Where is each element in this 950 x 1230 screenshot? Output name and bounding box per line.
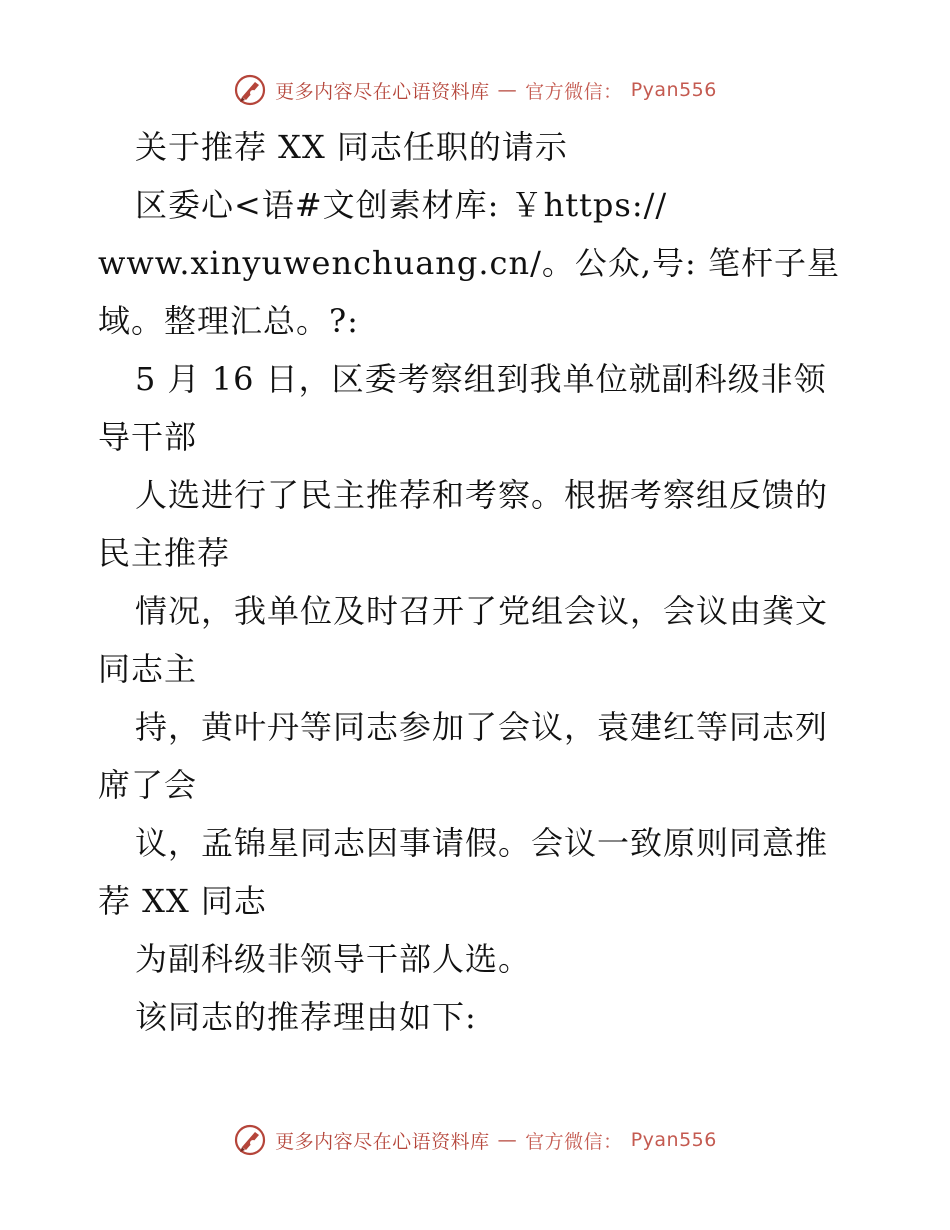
footer-watermark	[0, 1120, 950, 1160]
document-line: 区委心<语#文创素材库: ￥https://	[135, 186, 668, 224]
watermark-dash: —	[497, 1129, 518, 1151]
document-line: 为副科级非领导干部人选。	[135, 940, 532, 978]
document-line: 民主推荐	[98, 534, 231, 572]
watermark-wechat-id: Pyan556	[630, 79, 717, 101]
document-line: 域。整理汇总。?:	[98, 302, 359, 340]
pen-logo-icon	[233, 73, 267, 107]
document-line: 5 月 16 日，区委考察组到我单位就副科级非领	[135, 360, 827, 398]
document-line: 同志主	[98, 650, 198, 688]
document-line: 该同志的推荐理由如下:	[135, 998, 477, 1036]
document-line: 议，孟锦星同志因事请假。会议一致原则同意推	[135, 824, 829, 862]
watermark-site-text: 更多内容尽在心语资料库	[275, 80, 490, 103]
watermark-wechat-label: 官方微信：	[525, 80, 623, 103]
document-line: www.xinyuwenchuang.cn/。公众,号: 笔杆子星	[98, 244, 840, 282]
watermark-wechat-id: Pyan556	[630, 1129, 717, 1151]
header-watermark	[0, 70, 950, 110]
document-title: 关于推荐 XX 同志任职的请示	[135, 128, 568, 166]
watermark-site-text: 更多内容尽在心语资料库	[275, 1130, 490, 1153]
document-line: 情况，我单位及时召开了党组会议，会议由龚文	[135, 592, 829, 630]
document-line: 席了会	[98, 766, 198, 804]
document-line: 持，黄叶丹等同志参加了会议，袁建红等同志列	[135, 708, 829, 746]
watermark-dash: —	[497, 79, 518, 101]
document-line: 荐 XX 同志	[98, 882, 267, 920]
pen-logo-icon	[233, 1123, 267, 1157]
document-body	[98, 118, 858, 1046]
watermark-wechat-label: 官方微信：	[525, 1130, 623, 1153]
document-line: 导干部	[98, 418, 198, 456]
document-line: 人选进行了民主推荐和考察。根据考察组反馈的	[135, 476, 829, 514]
